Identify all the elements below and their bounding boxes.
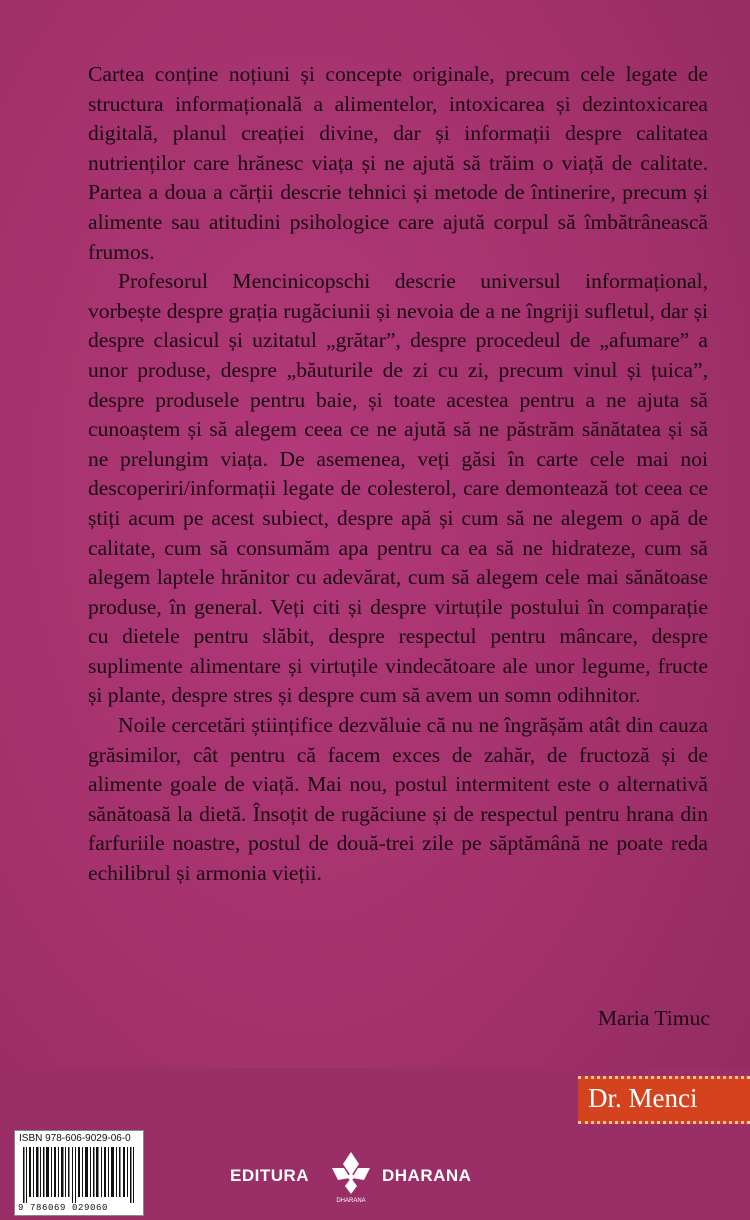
publisher-right-text: DHARANA [382, 1166, 472, 1185]
barcode-bars-icon [21, 1147, 137, 1203]
barcode-digits: 9 786069 029060 [18, 1203, 109, 1213]
paragraph-1: Cartea conține noțiuni și concepte originale, precum cele legate de structura informațională a alimentelor, intoxicarea și dezintoxicarea digitală, planul creației divine, dar și informații despre calitatea nutrienților care hrănesc viața și ne ajută să trăim o viață de calitate. Partea a doua a cărții descrie tehnici și metode de întinerire, precum și alimente sau atitudini psihologice care ajută corpul să îmbătrânească frumos. [88, 62, 708, 264]
paragraph-2: Profesorul Mencinicopschi descrie universul informațional, vorbește despre grația rugăciunii și nevoia de a ne îngriji sufletul, dar și despre clasicul și uzitatul „grătar”, despre procedeul de „afumare” a unor produse, despre „băuturile de zi cu zi, precum vinul și țuica”, despre produsele pentru baie, și toate acestea pentru a ne ajuta să cunoaștem și să alegem ceea ce ne ajută să ne păstrăm sănătatea și să ne prelungim viața. De asemenea, veți găsi în carte cele mai noi descoperiri/informații legate de colesterol, care demontează tot ceea ce știți acum pe acest subiect, despre apă și cum să ne alegem o apă de calitate, cum să consumăm apa pentru ca ea să ne hidrateze, cum să alegem laptele hrănitor cu adevărat, cum să alegem cele mai sănătoase produse, în general. Veți citi și despre virtuțile postului în comparație cu dietele pentru slăbit, despre respectul pentru mâncare, despre suplimente alimentare și virtuțile vindecătoare ale unor legume, fructe și plante, despre stres și despre cum să avem un somn odihnitor. [88, 269, 708, 708]
publisher-lotus-logo-icon [326, 1150, 376, 1206]
publisher-left-text: EDITURA [230, 1166, 310, 1185]
barcode [14, 1130, 144, 1216]
description-text [88, 60, 708, 889]
author-name: Dr. Menci [588, 1083, 698, 1113]
author-name-strip [578, 1076, 750, 1124]
signature: Maria Timuc [597, 1006, 710, 1030]
publisher-logo-text: DHARANA [336, 1198, 366, 1204]
publisher-mark [230, 1150, 530, 1210]
paragraph-3: Noile cercetări științifice dezvăluie că nu ne îngrășăm atât din cauza grăsimilor, cât pentru că facem exces de zahăr, de fructoză și de alimente goale de viață. Mai nou, postul intermitent este o alternativă sănătoasă la dietă. Însoțit de rugăciune și de respectul pentru hrana din farfuriile noastre, postul de două-trei zile pe săptămână ne poate reda echilibrul și armonia vieții. [88, 713, 708, 886]
isbn-label: ISBN 978-606-9029-06-0 [19, 1133, 131, 1144]
